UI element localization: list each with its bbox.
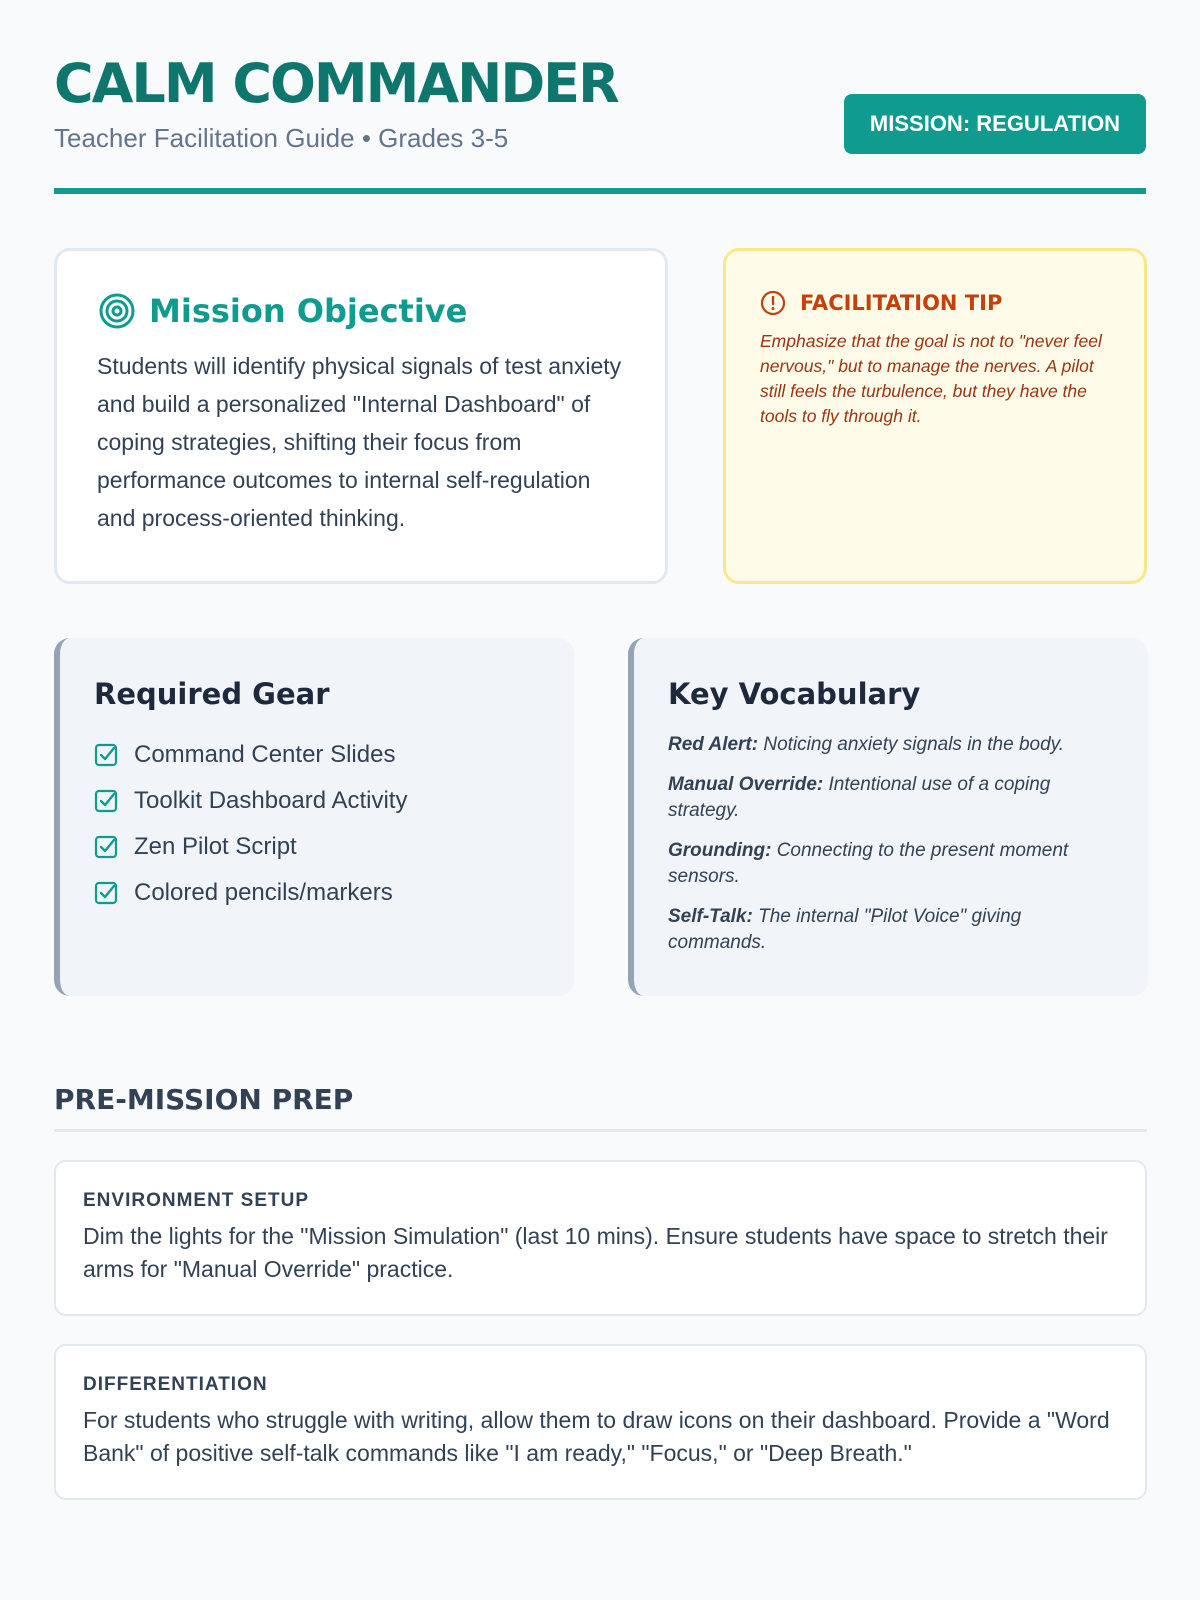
alert-circle-icon: [760, 290, 786, 316]
vocab-definition: The internal "Pilot Voice" giving commands.: [668, 906, 1022, 953]
gear-item: [94, 870, 540, 916]
vocab-item: [668, 904, 1114, 956]
mission-objective-title: Mission Objective: [149, 292, 468, 330]
gear-item: [94, 824, 540, 870]
environment-setup-text: Dim the lights for the "Mission Simulation" (last 10 mins). Ensure students have space to stretch their arms for "Manual Override" practice.: [83, 1223, 1108, 1282]
mission-objective-card: [54, 248, 668, 584]
vocab-definition: Intentional use of a coping strategy.: [668, 774, 1051, 821]
environment-setup-label: ENVIRONMENT SETUP: [83, 1190, 310, 1211]
required-gear-title: Required Gear: [94, 677, 330, 711]
vocab-term: Self-Talk:: [668, 906, 753, 927]
page-title: CALM COMMANDER: [54, 52, 618, 115]
gear-item-label: Toolkit Dashboard Activity: [134, 787, 408, 814]
required-gear-card: [54, 638, 574, 996]
gear-item: [94, 778, 540, 824]
differentiation-label: DIFFERENTIATION: [83, 1374, 268, 1395]
target-icon: [97, 291, 137, 331]
pre-mission-prep-title: PRE-MISSION PREP: [54, 1080, 1147, 1132]
vocab-term: Manual Override:: [668, 774, 824, 795]
page-header: [54, 0, 1146, 194]
checkbox-icon: [94, 743, 118, 767]
checkbox-icon: [94, 881, 118, 905]
vocab-definition: Noticing anxiety signals in the body.: [763, 734, 1065, 755]
checkbox-icon: [94, 789, 118, 813]
vocab-item: [668, 838, 1114, 890]
differentiation-card: [54, 1344, 1147, 1500]
mission-objective-text: Students will identify physical signals of test anxiety and build a personalized "Internal Dashboard" of coping strategies, shifting their focus from performance outcomes to internal self-regulation and process-oriented thinking.: [97, 353, 622, 531]
page-subtitle: Teacher Facilitation Guide • Grades 3-5: [54, 123, 509, 153]
vocab-term: Grounding:: [668, 840, 772, 861]
vocab-item: [668, 732, 1114, 758]
gear-item: [94, 732, 540, 778]
vocab-item: [668, 772, 1114, 824]
gear-item-label: Zen Pilot Script: [134, 833, 297, 860]
environment-setup-card: [54, 1160, 1147, 1316]
facilitation-tip-text: Emphasize that the goal is not to "never feel nervous," but to manage the nerves. A pilot still feels the turbulence, but they have the tools to fly through it.: [760, 331, 1102, 426]
key-vocabulary-title: Key Vocabulary: [668, 677, 921, 711]
vocab-term: Red Alert:: [668, 734, 759, 755]
mission-objective-heading: [97, 291, 625, 331]
facilitation-tip-heading: [760, 289, 1110, 317]
mission-badge: MISSION: REGULATION: [844, 94, 1146, 154]
differentiation-text: For students who struggle with writing, allow them to draw icons on their dashboard. Provide a "Word Bank" of positive self-talk commands like "I am ready," "Focus," or "Deep Breath.": [83, 1407, 1110, 1466]
facilitation-tip-title: FACILITATION TIP: [800, 291, 1003, 315]
facilitation-tip-card: [723, 248, 1147, 584]
gear-item-label: Command Center Slides: [134, 741, 396, 768]
vocab-definition: Connecting to the present moment sensors.: [668, 840, 1069, 887]
key-vocabulary-card: [628, 638, 1148, 996]
required-gear-list: [94, 732, 540, 916]
checkbox-icon: [94, 835, 118, 859]
gear-item-label: Colored pencils/markers: [134, 879, 393, 906]
